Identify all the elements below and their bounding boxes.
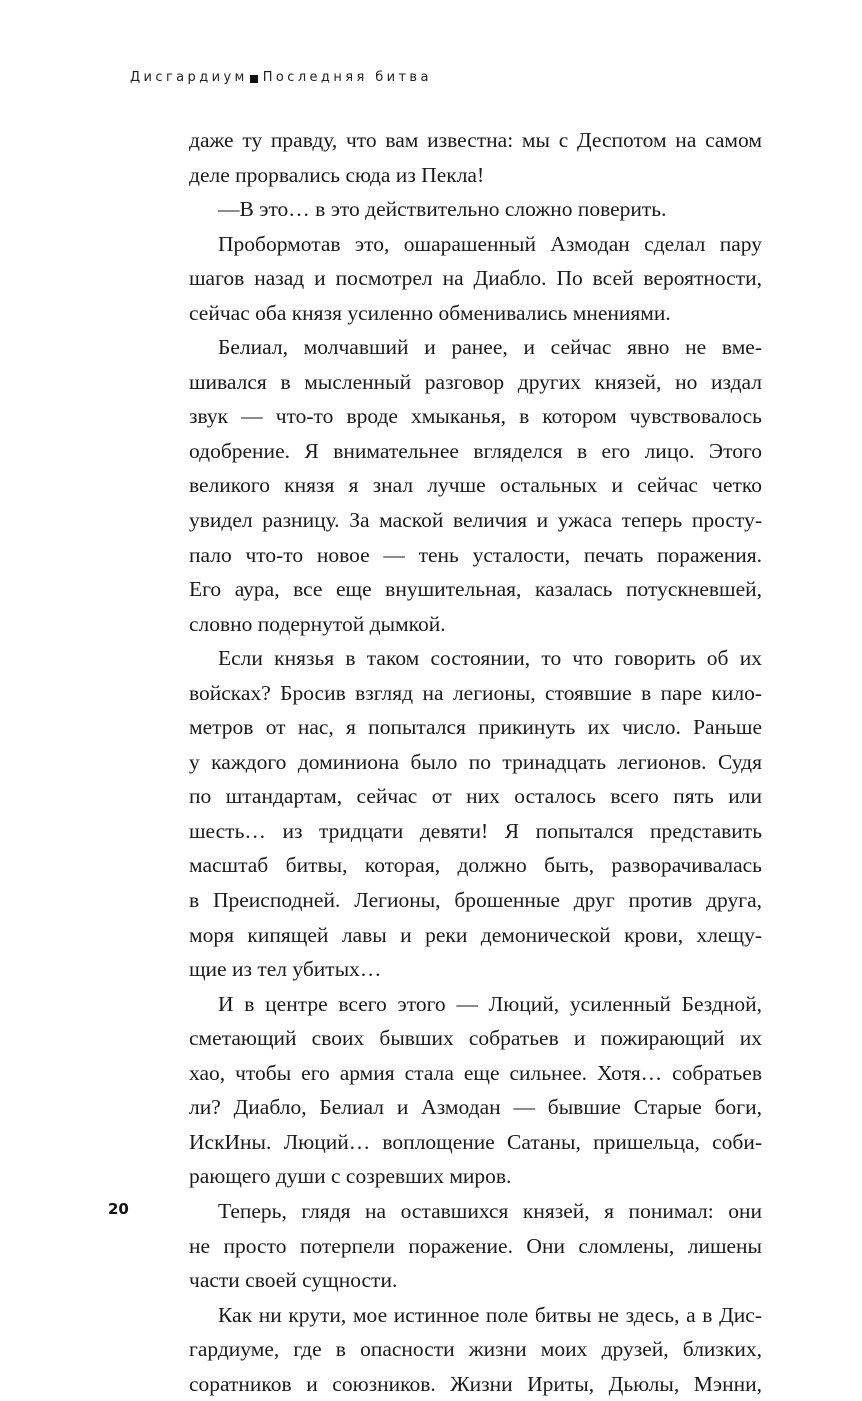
text-line: ИскИны. Люций… воплощение Сатаны, пришельца, соби- — [189, 1129, 762, 1154]
running-head-series: Дисгардиум — [130, 70, 248, 85]
text-line: даже ту правду, что вам известна: мы с Деспотом на самом — [189, 128, 762, 152]
text-line: шивался в мысленный разговор других князей, но издал — [189, 369, 762, 394]
text-line: сейчас оба князя усиленно обменивались мнениями. — [189, 300, 671, 325]
text-line: войсках? Бросив взгляд на легионы, стоявшие в паре кило- — [189, 680, 762, 705]
text-line: рающего души с созревших миров. — [189, 1164, 512, 1189]
text-line: хао, чтобы его армия стала еще сильнее. Хотя… собратьев — [189, 1060, 762, 1085]
running-head-title: Последняя битва — [262, 70, 432, 85]
text-line: шесть… из тридцати девяти! Я попытался представить — [189, 818, 762, 843]
text-line: словно подернутой дымкой. — [189, 611, 446, 636]
running-head-separator-square — [250, 75, 258, 83]
text-line: Белиал, молчавший и ранее, и сейчас явно не вме- — [218, 335, 762, 360]
text-line: одобрение. Я внимательнее вгляделся в его лицо. Этого — [189, 438, 762, 463]
text-line: не просто потерпели поражение. Они сломлены, лишены — [189, 1233, 762, 1258]
text-line: шагов назад и посмотрел на Диабло. По всей вероятности, — [189, 266, 762, 291]
text-line: у каждого доминиона было по тринадцать легионов. Судя — [189, 749, 762, 774]
text-line: И в центре всего этого — Люций, усиленный Бездной, — [218, 991, 762, 1016]
text-line: метров от нас, я попытался прикинуть их число. Раньше — [189, 715, 762, 740]
text-line: Его аура, все еще внушительная, казалась потускневшей, — [189, 577, 762, 602]
text-line: Как ни крути, мое истинное поле битвы не здесь, а в Дис- — [218, 1302, 762, 1327]
text-line: Пробормотав это, ошарашенный Азмодан сделал пару — [218, 231, 762, 256]
text-line: в Преисподней. Легионы, брошенные друг против друга, — [189, 888, 762, 913]
text-line: части своей сущности. — [189, 1268, 398, 1293]
text-line: сметающий своих бывших собратьев и пожирающий их — [189, 1026, 762, 1051]
text-line: деле прорвались сюда из Пекла! — [189, 162, 485, 187]
text-line: масштаб битвы, которая, должно быть, разворачивалась — [189, 853, 762, 878]
page-number: 20 — [108, 1200, 129, 1218]
text-line: Если князья в таком состоянии, то что говорить об их — [218, 646, 762, 671]
running-head — [130, 70, 432, 85]
text-line: ли? Диабло, Белиал и Азмодан — бывшие Старые боги, — [189, 1095, 762, 1120]
text-line: щие из тел убитых… — [189, 957, 382, 982]
text-line: по штандартам, сейчас от них осталось всего пять или — [189, 784, 762, 809]
text-line: гардиуме, где в опасности жизни моих друзей, близких, — [189, 1337, 762, 1362]
text-line: пало что-то новое — тень усталости, печать поражения. — [189, 542, 762, 567]
text-line: —В это… в это действительно сложно поверить. — [218, 197, 667, 222]
text-line: моря кипящей лавы и реки демонической крови, хлещу- — [189, 922, 762, 947]
text-line: увидел разницу. За маской величия и ужаса теперь просту- — [189, 508, 762, 533]
text-line: Теперь, глядя на оставшихся князей, я понимал: они — [218, 1198, 762, 1223]
text-line: соратников и союзников. Жизни Ириты, Дьюлы, Мэнни, — [189, 1371, 762, 1396]
text-line: великого князя я знал лучше остальных и сейчас четко — [189, 473, 762, 498]
body-text — [189, 123, 762, 1401]
text-line: звук — что-то вроде хмыканья, в котором чувствовалось — [189, 404, 762, 429]
